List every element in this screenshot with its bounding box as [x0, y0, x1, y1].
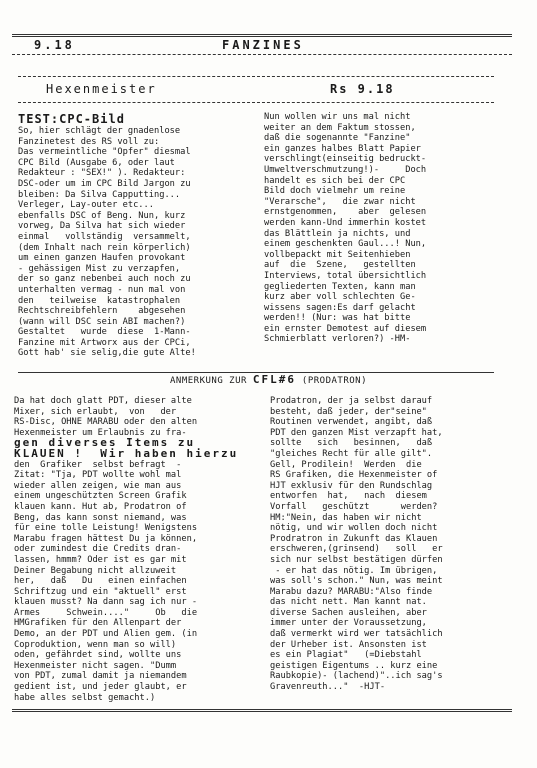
left-column — [18, 126, 258, 359]
left-column-line: bleiben: Da Silva Capputting... — [18, 189, 181, 200]
left-column-line: einmal vollständig versammelt, — [18, 231, 191, 242]
bottom-left-line: her, daß Du einen einfachen — [14, 576, 187, 587]
header-underline — [12, 54, 512, 55]
left-column-line: Fanzine mit Artworx aus der CPCi, — [18, 337, 191, 348]
bottom-left-line: HMGrafiken für den Allenpart der — [14, 618, 182, 629]
right-column-line: Nun wollen wir uns mal nicht — [264, 112, 411, 122]
left-column-line: unterhalten vermag - nun mal von — [18, 284, 186, 295]
bottom-left-line: Schriftzug und ein "aktuell" erst — [14, 586, 187, 597]
bottom-right-line: daß vermerkt wird wer tatsächlich — [270, 629, 443, 640]
left-column-line: Das vermeintliche "Opfer" diesmal — [18, 147, 191, 158]
test-title: TEST:CPC-Bild — [18, 112, 125, 126]
left-column-line: Gott hab' sie selig,die gute Alte! — [18, 348, 196, 359]
bottom-left-line: Deiner Begabung nicht allzuweit — [14, 565, 177, 576]
top-rule — [12, 34, 512, 37]
left-column-line: CPC Bild (Ausgabe 6, oder laut — [18, 157, 175, 168]
bottom-right-line: Raubkopie)- (lachend)"..ich sag's — [270, 671, 443, 682]
bottom-left-line: Marabu fragen hättest Du ja können, — [14, 533, 198, 544]
right-column-line: daß die sogenannte "Fanzine" — [264, 133, 411, 144]
bottom-left-line: klauen kann. Hut ab, Prodatron of — [14, 501, 187, 512]
bottom-right-line: immer unter der Voraussetzung, — [270, 618, 427, 629]
right-column-line: Interviews, total übersichtlich — [264, 270, 427, 281]
bottom-right-line: - er hat das nötig. Im übrigen, — [270, 565, 438, 576]
bottom-left-line: oder zumindest die Credits dran- — [14, 544, 182, 555]
left-column-line: Rechtschreibfehlern abgesehen — [18, 306, 186, 317]
bottom-right-line: es ein Plagiat" (=Diebstahl — [270, 650, 422, 661]
bottom-left-line: Mixer, sich erlaubt, von der — [14, 406, 177, 417]
bottom-left-line: Hexenmeister nicht sagen. "Dumm — [14, 660, 177, 671]
left-column-line: Redakteur : "SEX!" ). Redakteur: — [18, 168, 186, 179]
left-column-line: der so ganz nebenbei auch noch zu — [18, 274, 191, 285]
left-column-line: Fanzinetest des RS voll zu: — [18, 136, 160, 147]
subheader-bottom-rule — [18, 102, 494, 103]
left-column-line: um einen ganzen Haufen provokant — [18, 253, 186, 264]
bottom-right-line: Prodatron, der ja selbst darauf — [270, 396, 433, 406]
bottom-right-line: Vorfall geschützt werden? — [270, 501, 438, 512]
left-column-line: den teilweise katastrophalen — [18, 295, 181, 306]
bottom-right-line: sollte sich besinnen, daß — [270, 438, 433, 449]
bottom-right-line: das nicht nett. Man kannt nat. — [270, 597, 427, 608]
bottom-right-line: Prodratron in Zukunft das Klauen — [270, 533, 438, 544]
right-column — [264, 112, 504, 345]
right-column-line: auf die Szene, gestellten — [264, 260, 416, 271]
right-column-line: Bild doch vielmehr um reine — [264, 186, 406, 197]
bottom-right-line: geistigen Eigentums .. kurz eine — [270, 660, 438, 671]
right-column-line: werden kann-Und immerhin kostet — [264, 217, 427, 228]
bottom-right-line: erschweren,(grinsend) soll er — [270, 544, 443, 555]
bottom-right-line: "gleiches Recht für alle gilt". — [270, 448, 433, 459]
bottom-right-line: PDT den ganzen Mist verzapft hat, — [270, 427, 443, 438]
right-column-line: wissens sagen:Es darf gelacht — [264, 302, 416, 313]
bottom-right-column — [270, 396, 520, 693]
bottom-right-line: diverse Sachen ausleihen, aber — [270, 607, 427, 618]
bottom-left-line: habe alles selbst gemacht.) — [14, 692, 156, 703]
left-column-line: (dem Inhalt nach rein körperlich) — [18, 242, 191, 253]
right-column-line: ernstgenommen, aber gelesen — [264, 207, 427, 218]
right-column-line: Schmierblatt verloren?) -HM- — [264, 334, 411, 345]
right-column-line: einem geschenkten Gaul...! Nun, — [264, 239, 427, 250]
bottom-left-line: klauen musst? Na dann sag ich nur - — [14, 597, 198, 608]
bottom-rule — [12, 709, 512, 712]
bottom-left-line: KLAUEN ! Wir haben hierzu — [14, 446, 239, 460]
bottom-left-line: den Grafiker selbst befragt - — [14, 459, 182, 470]
right-column-line: gegliederten Texten, kann man — [264, 281, 416, 292]
bottom-left-line: gen diverses Items zu — [14, 436, 196, 450]
left-column-line: - gehässigen Mist zu verzapfen, — [18, 263, 181, 274]
left-column-line: DSC-oder um im CPC Bild Jargon zu — [18, 178, 191, 189]
left-column-line: ebenfalls DSC of Beng. Nun, kurz — [18, 210, 186, 221]
bottom-left-line: Demo, an der PDT und Alien gem. (in — [14, 629, 198, 640]
bottom-left-line: von PDT, zumal damit ja niemandem — [14, 671, 187, 682]
bottom-left-line: gedient ist, und jeder glaubt, er — [14, 682, 187, 693]
right-column-line: kurz aber voll schlechten Ge- — [264, 292, 416, 303]
bottom-right-line: HM:"Nein, das haben wir nicht — [270, 512, 422, 523]
left-column-line: Gestaltet wurde diese 1-Mann- — [18, 327, 191, 338]
bottom-right-line: Gravenreuth..." -HJT- — [270, 682, 386, 693]
bottom-right-line: besteht, daß jeder, der"seine" — [270, 406, 427, 417]
right-column-line: ein ganzes halbes Blatt Papier — [264, 143, 421, 154]
bottom-right-line: was soll's schon." Nun, was meint — [270, 576, 443, 587]
bottom-left-line: Zitat: "Tja, PDT wollte wohl mal — [14, 470, 182, 481]
bottom-right-line: Gell, Prodilein! Werden die — [270, 459, 422, 470]
section-title: FANZINES — [222, 38, 304, 52]
right-column-line: Umweltverschmutzung!)- Doch — [264, 164, 427, 175]
bottom-left-line: wieder allen zeigen, wie man aus — [14, 480, 182, 491]
bottom-left-line: lassen, hmmm? Oder ist es gar mit — [14, 554, 187, 565]
left-column-line: So, hier schlägt der gnadenlose — [18, 126, 181, 136]
bottom-right-line: Marabu dazu? MARABU:"Also finde — [270, 586, 433, 597]
bottom-right-line: entworfen hat, nach diesem — [270, 491, 427, 502]
bottom-right-line: Routinen verwendet, angibt, daß — [270, 417, 433, 428]
annotation-suffix: (PRODATRON) — [301, 376, 368, 386]
right-column-line: vollbepackt mit Seitenhieben — [264, 249, 411, 260]
left-column-line: Verleger, Lay-outer etc... — [18, 200, 154, 211]
right-column-line: "Verarsche", die zwar nicht — [264, 196, 416, 207]
bottom-left-line: oden, gefährdet sind, wollte uns — [14, 650, 182, 661]
bottom-left-line: einem ungeschützten Screen Grafik — [14, 491, 187, 502]
bottom-left-line: Armes Schwein...." Ob die — [14, 607, 198, 618]
right-column-line: weiter an dem Faktum stossen, — [264, 122, 416, 133]
annotation-prefix: ANMERKUNG ZUR — [169, 376, 247, 386]
subheader-top-rule — [18, 76, 494, 77]
bottom-left-line: Hexenmeister um Erlaubnis zu fra- — [14, 427, 187, 438]
bottom-left-line: Coproduktion, wenn man so will) — [14, 639, 177, 650]
bottom-left-column — [14, 396, 264, 703]
subheader-left: Hexenmeister — [46, 82, 157, 96]
bottom-left-line: RS-Disc, OHNE MARABU oder den alten — [14, 417, 198, 428]
bottom-left-line: für eine tolle Leistung! Wenigstens — [14, 523, 198, 534]
right-column-line: verschlingt(einseitig bedruckt- — [264, 154, 427, 165]
annotation-heading — [0, 373, 537, 386]
left-column-line: vorweg, Da Silva hat sich wieder — [18, 221, 186, 232]
bottom-right-line: sich nur selbst bestätigen dürfen — [270, 554, 443, 565]
bottom-right-line: RS Grafiken, die Hexenmeister of — [270, 470, 438, 481]
left-column-line: (wann will DSC sein ABI machen?) — [18, 316, 186, 327]
bottom-right-line: nötig, und wir wollen doch nicht — [270, 523, 438, 534]
subheader-right: Rs 9.18 — [330, 82, 395, 96]
issue-number: 9.18 — [34, 38, 75, 52]
bottom-left-line: Beng, das kann sonst niemand, was — [14, 512, 187, 523]
right-column-line: ein ernster Demotest auf diesem — [264, 323, 427, 334]
bottom-left-line: Da hat doch glatt PDT, dieser alte — [14, 396, 192, 406]
bottom-right-line: der Urheber ist. Ansonsten ist — [270, 639, 427, 650]
right-column-line: werden!! (Nur: was hat bitte — [264, 313, 411, 324]
right-column-line: handelt es sich bei der CPC — [264, 175, 406, 186]
bottom-right-line: HJT exklusiv für den Rundschlag — [270, 480, 433, 491]
right-column-line: das Blättlein ja nichts, und — [264, 228, 411, 239]
annotation-emph: CFL#6 — [252, 373, 296, 386]
